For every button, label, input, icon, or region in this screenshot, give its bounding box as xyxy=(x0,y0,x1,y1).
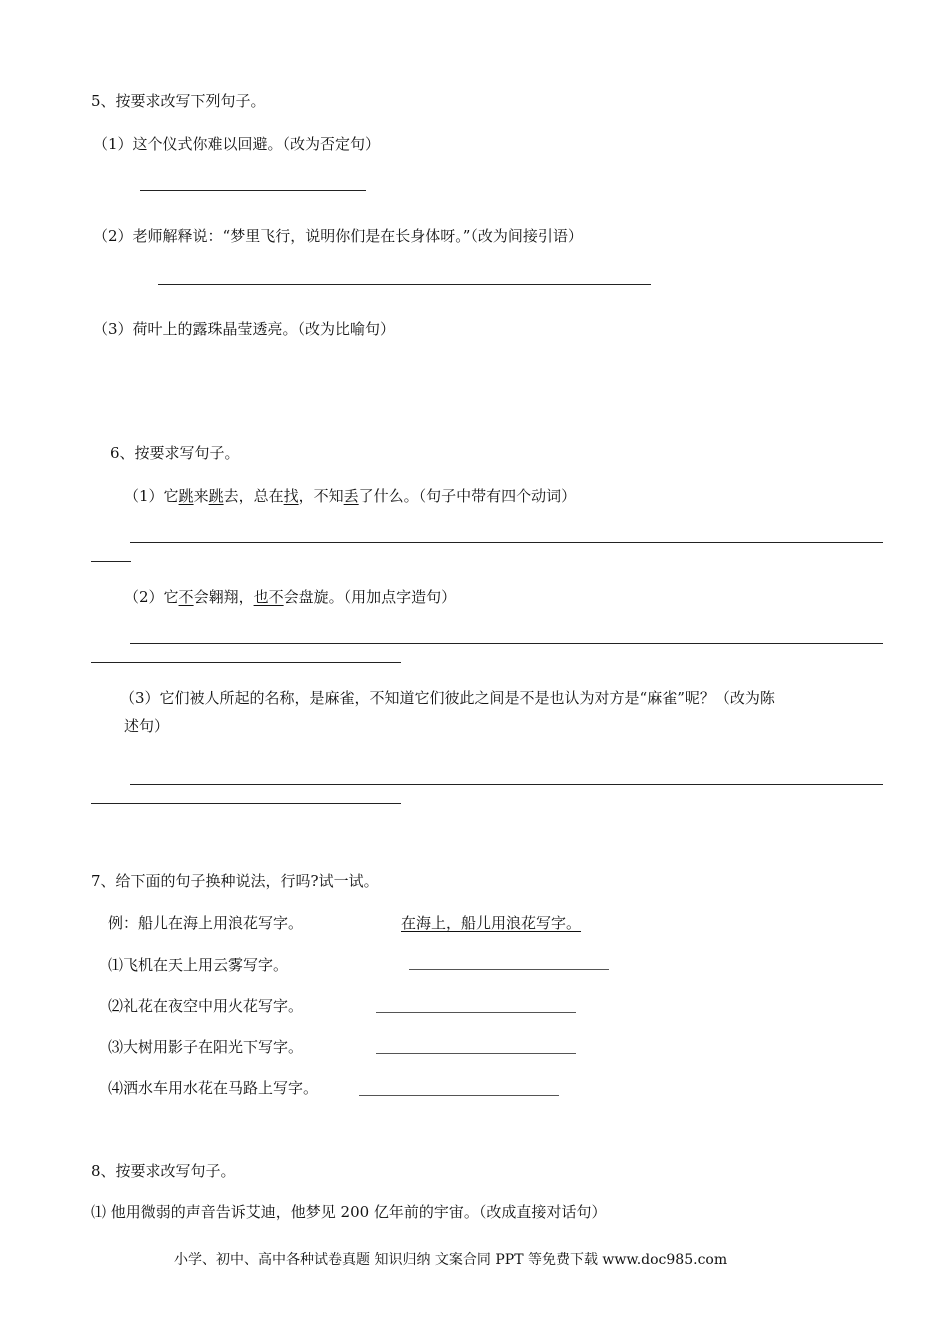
q7-answer-line-1[interactable] xyxy=(409,969,609,970)
q5-item-3: （3）荷叶上的露珠晶莹透亮。（改为比喻句） xyxy=(93,320,396,338)
q7-example-answer: 在海上，船儿用浪花写字。 xyxy=(401,914,582,932)
q7-item-1: ⑴飞机在天上用云雾写字。 xyxy=(108,956,289,974)
q5-item-2: （2）老师解释说：“梦里飞行，说明你们是在长身体呀。”（改为间接引语） xyxy=(93,227,583,245)
q7-item-4: ⑷洒水车用水花在马路上写字。 xyxy=(108,1079,319,1097)
q7-answer-line-4[interactable] xyxy=(359,1095,559,1096)
q6-title: 6、按要求写句子。 xyxy=(110,444,240,462)
q6-answer-line-3b[interactable] xyxy=(91,803,401,804)
q6-item-3-line1: （3）它们被人所起的名称，是麻雀，不知道它们彼此之间是不是也认为对方是“麻雀”呢？（改为陈 xyxy=(120,689,775,707)
q6-answer-line-1a[interactable] xyxy=(130,542,883,543)
q6-answer-line-2a[interactable] xyxy=(130,643,883,644)
q5-title: 5、按要求改写下列句子。 xyxy=(91,92,266,110)
q7-title: 7、给下面的句子换种说法，行吗?试一试。 xyxy=(91,872,379,890)
q5-answer-line-1[interactable] xyxy=(140,190,366,191)
q7-item-2: ⑵礼花在夜空中用火花写字。 xyxy=(108,997,304,1015)
q6-item-3-line2: 述句） xyxy=(124,717,170,735)
q8-item-1: ⑴ 他用微弱的声音告诉艾迪，他梦见 200 亿年前的宇宙。（改成直接对话句） xyxy=(91,1203,607,1221)
q5-answer-line-2[interactable] xyxy=(158,284,651,285)
q7-answer-line-2[interactable] xyxy=(376,1012,576,1013)
q5-item-1: （1）这个仪式你难以回避。（改为否定句） xyxy=(93,135,381,153)
q7-example: 例：船儿在海上用浪花写字。 xyxy=(108,914,304,932)
q8-title: 8、按要求改写句子。 xyxy=(91,1162,236,1180)
page-footer: 小学、初中、高中各种试卷真题 知识归纳 文案合同 PPT 等免费下载 www.doc985.com xyxy=(174,1252,728,1268)
q6-item-1: （1）它跳来跳去，总在找，不知丢了什么。（句子中带有四个动词） xyxy=(124,487,577,505)
q6-item-2: （2）它不会翱翔，也不会盘旋。（用加点字造句） xyxy=(124,588,457,606)
q7-item-3: ⑶大树用影子在阳光下写字。 xyxy=(108,1038,304,1056)
q6-answer-line-2b[interactable] xyxy=(91,662,401,663)
q6-answer-line-3a[interactable] xyxy=(130,784,883,785)
q6-answer-line-1b[interactable] xyxy=(91,561,131,562)
q7-answer-line-3[interactable] xyxy=(376,1053,576,1054)
